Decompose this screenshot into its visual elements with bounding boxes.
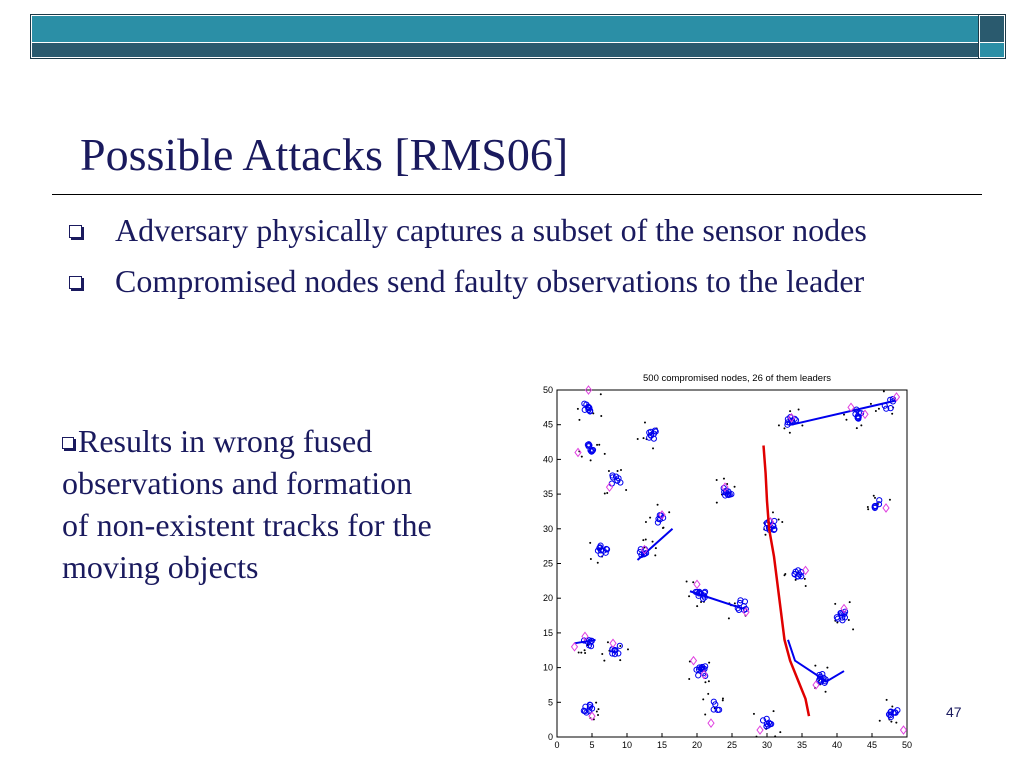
noise-dot — [601, 653, 603, 655]
noise-dot — [627, 648, 629, 650]
noise-dot — [783, 427, 785, 429]
bullet-item — [65, 263, 965, 300]
bullet-list — [65, 212, 965, 314]
leader-marker — [572, 643, 578, 651]
noise-dot — [686, 580, 688, 582]
noise-dot — [891, 705, 893, 707]
noise-dot — [692, 581, 694, 583]
noise-dot — [604, 453, 606, 455]
y-tick-label: 30 — [542, 523, 553, 534]
y-tick-label: 20 — [542, 593, 553, 604]
noise-dot — [645, 538, 647, 540]
noise-dot — [584, 649, 586, 651]
noise-dot — [608, 470, 610, 472]
noise-dot — [606, 492, 608, 494]
noise-dot — [619, 659, 621, 661]
chart-title: 500 compromised nodes, 26 of them leaders — [643, 373, 831, 384]
noise-dot — [580, 652, 582, 654]
noise-dot — [867, 508, 869, 510]
noise-dot — [617, 470, 619, 472]
y-tick-label: 0 — [547, 732, 553, 742]
noise-dot — [652, 447, 654, 449]
noise-dot — [848, 619, 850, 621]
header-corner-top — [980, 16, 1004, 42]
leader-marker — [691, 657, 697, 665]
noise-dot — [836, 621, 838, 623]
noise-dot — [655, 547, 657, 549]
checkbox-bullet-icon — [69, 225, 82, 238]
noise-dot — [875, 410, 877, 412]
x-tick-label: 20 — [691, 740, 703, 750]
noise-dot — [688, 595, 690, 597]
noise-dot — [578, 419, 580, 421]
noise-dot — [778, 424, 780, 426]
bullet-item — [65, 212, 965, 249]
noise-dot — [773, 710, 775, 712]
noise-dot — [805, 585, 807, 587]
checkbox-bullet-icon — [69, 276, 82, 289]
noise-dot — [590, 558, 592, 560]
noise-dot — [637, 438, 639, 440]
noise-dot — [649, 517, 651, 519]
noise-dot — [607, 641, 609, 643]
leader-marker — [575, 448, 581, 456]
header-corner-box — [978, 14, 1006, 59]
x-tick-label: 0 — [554, 740, 560, 750]
noise-dot — [597, 714, 599, 716]
noise-dot — [598, 444, 600, 446]
noise-dot — [654, 554, 656, 556]
side-bullet-text: Results in wrong fused observations and formation of non-existent tracks for the moving objects — [62, 423, 432, 585]
noise-dot — [645, 521, 647, 523]
x-tick-label: 15 — [656, 740, 668, 750]
bullet-text: Adversary physically captures a subset of the sensor nodes — [115, 212, 867, 248]
noise-dot — [584, 652, 586, 654]
noise-dot — [789, 410, 791, 412]
noise-dot — [722, 699, 724, 701]
y-tick-label: 15 — [542, 627, 553, 638]
noise-dot — [728, 617, 730, 619]
noise-dot — [798, 408, 800, 410]
leader-marker — [708, 719, 714, 727]
noise-dot — [878, 408, 880, 410]
noise-dot — [753, 713, 755, 715]
noise-dot — [600, 415, 602, 417]
noise-dot — [657, 504, 659, 506]
slide-title: Possible Attacks [RMS06] — [80, 129, 569, 180]
side-bullet — [62, 420, 442, 588]
noise-dot — [620, 469, 622, 471]
noise-dot — [652, 541, 654, 543]
header-corner-bottom — [980, 43, 1004, 57]
noise-dot — [708, 662, 710, 664]
noise-dot — [603, 660, 605, 662]
noise-dot — [826, 667, 828, 669]
noise-dot — [578, 652, 580, 654]
scatter-chart — [505, 368, 925, 753]
noise-dot — [895, 722, 897, 724]
plot-area — [557, 390, 907, 737]
x-tick-label: 35 — [796, 740, 808, 750]
noise-dot — [781, 521, 783, 523]
noise-dot — [886, 699, 888, 701]
noise-dot — [716, 502, 718, 504]
noise-dot — [755, 736, 757, 738]
noise-dot — [852, 628, 854, 630]
noise-dot — [643, 437, 645, 439]
noise-dot — [873, 495, 875, 497]
noise-dot — [772, 511, 774, 513]
noise-dot — [642, 539, 644, 541]
noise-dot — [597, 708, 599, 710]
x-tick-label: 25 — [726, 740, 738, 750]
noise-dot — [891, 413, 893, 415]
x-axis — [554, 733, 912, 750]
noise-dot — [764, 534, 766, 536]
noise-dot — [779, 731, 781, 733]
noise-dot — [849, 601, 851, 603]
noise-dot — [577, 408, 579, 410]
y-tick-label: 50 — [542, 385, 553, 395]
noise-dot — [722, 697, 724, 699]
y-tick-label: 35 — [542, 489, 553, 500]
noise-dot — [784, 573, 786, 575]
noise-dot — [883, 390, 885, 392]
noise-dot — [707, 693, 709, 695]
leader-marker — [757, 726, 763, 734]
y-axis — [543, 385, 561, 742]
noise-dots — [577, 390, 897, 737]
bullet-text: Compromised nodes send faulty observations to the leader — [115, 263, 865, 299]
noise-dot — [619, 645, 621, 647]
title-divider — [52, 194, 982, 195]
noise-dot — [696, 605, 698, 607]
y-tick-label: 40 — [542, 454, 553, 465]
noise-dot — [604, 493, 606, 495]
noise-dot — [704, 713, 706, 715]
header-bar-top — [32, 16, 978, 42]
track-line — [792, 400, 897, 424]
noise-dot — [814, 665, 816, 667]
noise-dot — [581, 456, 583, 458]
noise-dot — [702, 698, 704, 700]
leader-marker — [610, 639, 616, 647]
header-bar-bottom — [32, 43, 978, 57]
noise-dot — [867, 506, 869, 508]
noise-dot — [879, 720, 881, 722]
noise-dot — [890, 721, 892, 723]
node-markers — [581, 396, 900, 728]
header-bar — [30, 14, 980, 59]
noise-dot — [734, 602, 736, 604]
true-track — [764, 446, 810, 717]
noise-dot — [708, 680, 710, 682]
noise-dot — [860, 424, 862, 426]
y-tick-label: 5 — [547, 697, 553, 708]
noise-dot — [734, 486, 736, 488]
noise-dot — [723, 478, 725, 480]
noise-dot — [589, 542, 591, 544]
noise-dot — [595, 702, 597, 704]
x-tick-label: 40 — [831, 740, 843, 750]
noise-dot — [597, 562, 599, 564]
noise-dot — [856, 427, 858, 429]
y-tick-label: 25 — [542, 558, 553, 569]
noise-dot — [716, 479, 718, 481]
x-tick-label: 5 — [589, 740, 595, 750]
noise-dot — [789, 432, 791, 434]
x-tick-label: 45 — [866, 740, 878, 750]
noise-dot — [688, 678, 690, 680]
noise-dot — [662, 527, 664, 529]
x-tick-label: 30 — [761, 740, 773, 750]
noise-dot — [778, 519, 780, 521]
page-number: 47 — [946, 704, 962, 720]
noise-dot — [625, 489, 627, 491]
noise-dot — [668, 511, 670, 513]
noise-dot — [644, 421, 646, 423]
noise-dot — [774, 735, 776, 737]
noise-dot — [704, 681, 706, 683]
noise-dot — [590, 459, 592, 461]
noise-dot — [801, 425, 803, 427]
x-tick-label: 10 — [621, 740, 633, 750]
track-lines — [575, 400, 897, 681]
noise-dot — [845, 419, 847, 421]
x-tick-label: 50 — [901, 740, 913, 750]
noise-dot — [596, 710, 598, 712]
leader-markers — [572, 386, 907, 734]
leader-marker — [901, 726, 907, 734]
node-marker — [696, 673, 701, 678]
noise-dot — [843, 414, 845, 416]
noise-dot — [825, 691, 827, 693]
leader-marker — [883, 504, 889, 512]
noise-dot — [834, 603, 836, 605]
noise-dot — [804, 578, 806, 580]
checkbox-bullet-icon — [62, 437, 74, 449]
true-track-line — [764, 446, 810, 717]
noise-dot — [874, 497, 876, 499]
noise-dot — [600, 393, 602, 395]
noise-dot — [870, 403, 872, 405]
noise-dot — [596, 444, 598, 446]
y-tick-label: 45 — [542, 419, 553, 430]
leader-marker — [694, 580, 700, 588]
noise-dot — [889, 499, 891, 501]
y-tick-label: 10 — [542, 662, 553, 673]
